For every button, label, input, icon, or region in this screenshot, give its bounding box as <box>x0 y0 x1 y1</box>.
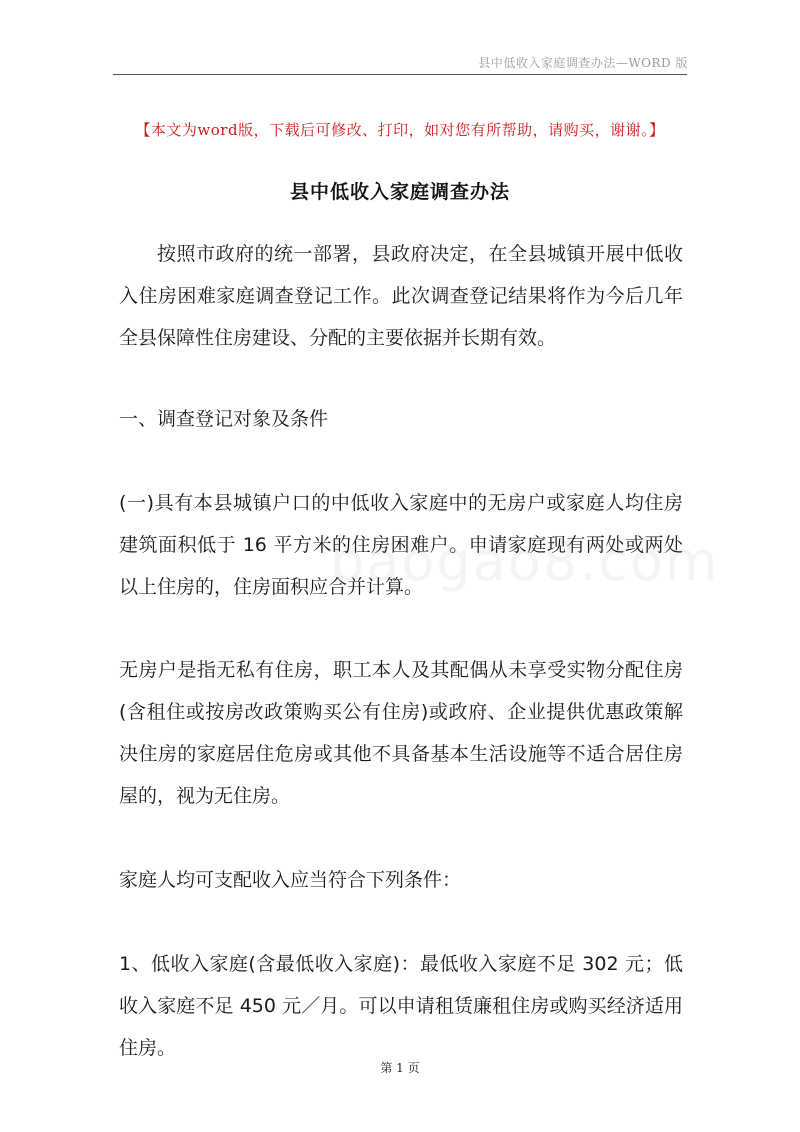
header-divider <box>113 74 687 75</box>
eligibility-paragraph: (一)具有本县城镇户口的中低收入家庭中的无房户或家庭人均住房建筑面积低于 16 平方米的住房困难户。申请家庭现有两处或两处以上住房的，住房面积应合并计算。 <box>119 492 683 598</box>
page-header-text: 县中低收入家庭调查办法—WORD 版 <box>478 56 688 70</box>
low-income-paragraph: 1、低收入家庭(含最低收入家庭)：最低收入家庭不足 302 元；低收入家庭不足 450 元／月。可以申请租赁廉租住房或购买经济适用住房。 <box>119 953 683 1059</box>
purchase-notice: 【本文为word版，下载后可修改、打印，如对您有所帮助，请购买，谢谢。】 <box>135 121 665 139</box>
no-housing-definition-paragraph: 无房户是指无私有住房，职工本人及其配偶从未享受实物分配住房(含租住或按房改政策购买公有住房)或政府、企业提供优惠政策解决住房的家庭居住危房或其他不具备基本生活设施等不适合居住房屋的，视为无住房。 <box>119 659 683 807</box>
document-title: 县中低收入家庭调查办法 <box>289 181 510 203</box>
section-heading: 一、调查登记对象及条件 <box>119 408 329 430</box>
intro-paragraph: 按照市政府的统一部署，县政府决定，在全县城镇开展中低收入住房困难家庭调查登记工作。此次调查登记结果将作为今后几年全县保障性住房建设、分配的主要依据并长期有效。 <box>119 243 683 349</box>
page-number: 第 1 页 <box>380 1061 420 1075</box>
income-condition-paragraph: 家庭人均可支配收入应当符合下列条件： <box>119 869 462 891</box>
